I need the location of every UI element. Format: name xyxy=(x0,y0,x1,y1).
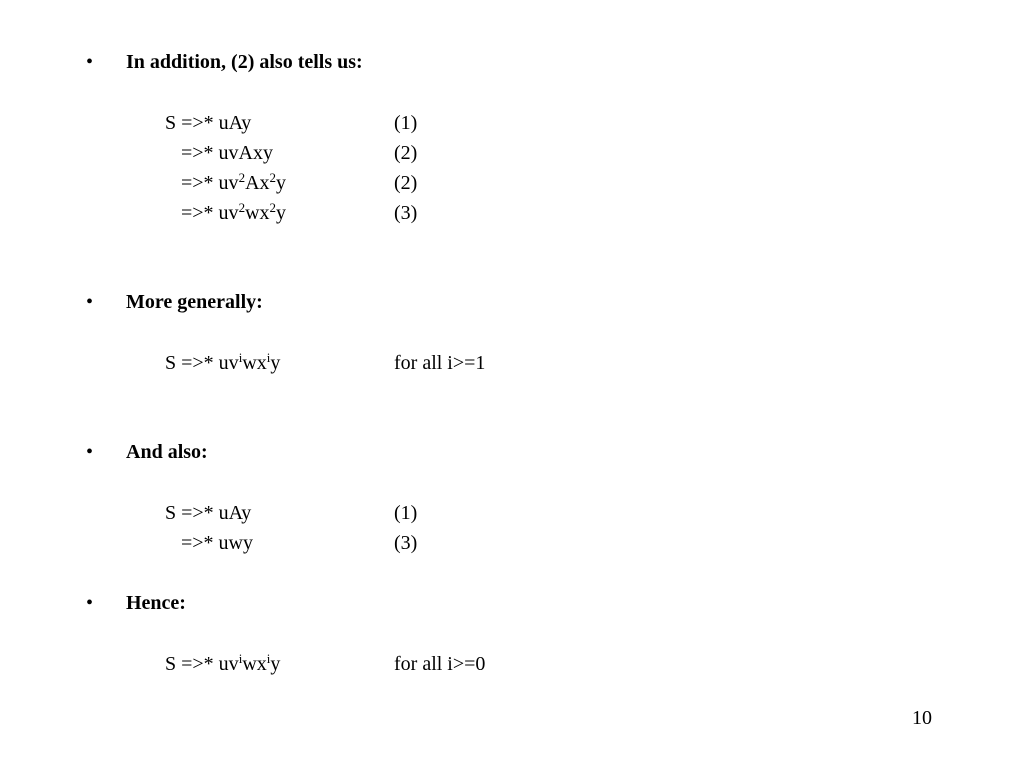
derivation-expression: =>* $uv^2Ax^2y$ xyxy=(181,170,287,194)
derivation-justification: (1) xyxy=(394,112,418,134)
page-number: 10 xyxy=(912,707,932,729)
derivation-step xyxy=(0,651,1024,678)
derivation-justification: (3) xyxy=(394,202,418,224)
bullet-heading: Hence: xyxy=(126,592,186,614)
bullet-heading: In addition, (2) also tells us: xyxy=(126,51,363,73)
derivation-expression: S =>* uAy xyxy=(165,112,252,134)
derivation-step xyxy=(0,350,1024,377)
bullet-icon: • xyxy=(86,592,94,614)
derivation-expression: =>* uwy xyxy=(181,532,254,554)
derivation-expression: S =>* $uv^iwx^iy$ xyxy=(165,651,281,675)
derivation-step xyxy=(0,533,1024,557)
derivation-justification: (2) xyxy=(394,172,418,194)
derivation-justification: (3) xyxy=(394,532,418,554)
derivation-expression: =>* uvAxy xyxy=(181,142,274,164)
derivation-expression: =>* $uv^2wx^2y$ xyxy=(181,200,287,224)
bullet-icon: • xyxy=(86,291,94,313)
derivation-expression: S =>* uAy xyxy=(165,502,252,524)
derivation-justification: (2) xyxy=(394,142,418,164)
derivation-step xyxy=(0,200,1024,227)
derivation-step xyxy=(0,143,1024,167)
derivation-step xyxy=(0,503,1024,527)
bullet-heading: More generally: xyxy=(126,291,263,313)
derivation-step xyxy=(0,113,1024,137)
derivation-step xyxy=(0,170,1024,197)
derivation-justification: for all i>=1 xyxy=(394,352,486,374)
derivation-justification: (1) xyxy=(394,502,418,524)
bullet-icon: • xyxy=(86,51,94,73)
derivation-expression: S =>* $uv^iwx^iy$ xyxy=(165,350,281,374)
derivation-justification: for all i>=0 xyxy=(394,653,486,675)
bullet-icon: • xyxy=(86,441,94,463)
bullet-heading: And also: xyxy=(126,441,208,463)
